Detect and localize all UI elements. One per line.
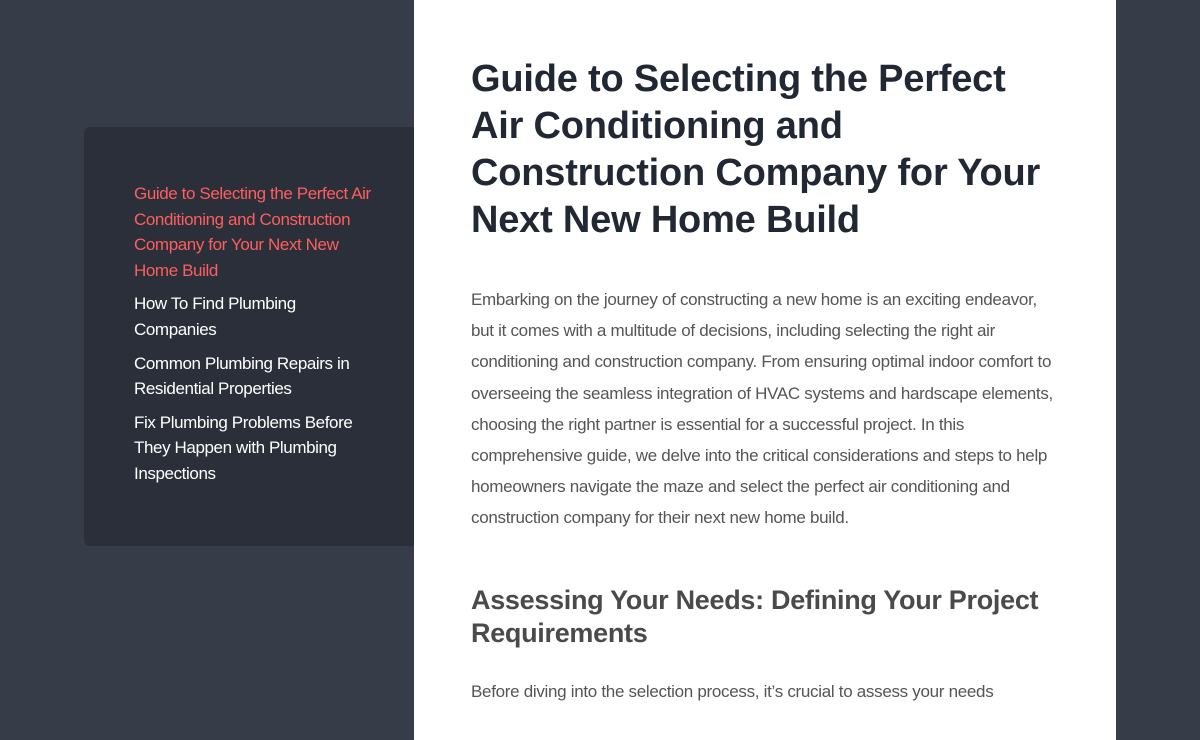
- sidebar-link-plumbing-inspections[interactable]: Fix Plumbing Problems Before They Happen with Plumbing Inspections: [134, 412, 353, 483]
- sidebar-link-common-plumbing-repairs[interactable]: Common Plumbing Repairs in Residential Properties: [134, 353, 350, 399]
- section-heading: Assessing Your Needs: Defining Your Project Requirements: [471, 584, 1039, 648]
- sidebar-item: [134, 291, 374, 342]
- sidebar-panel: [84, 127, 414, 546]
- sidebar-nav: [134, 181, 374, 487]
- page-title: Guide to Selecting the Perfect Air Conditioning and Construction Company for Your Next New Home Build: [471, 58, 1041, 241]
- sidebar-link-find-plumbing-companies[interactable]: How To Find Plumbing Companies: [134, 294, 296, 339]
- sidebar-item: [134, 181, 374, 283]
- intro-paragraph: Embarking on the journey of constructing a new home is an exciting endeavor, but it comes with a multitude of decisions, including selecting the right air conditioning and construction company. From ensuring optimal indoor comfort to overseeing the seamless integration of HVAC systems and hardscape elements, choosing the right partner is essential for a successful project. In this comprehensive guide, we delve into the critical considerations and steps to help homeowners navigate the maze and select the perfect air conditioning and construction company for their next new home build.: [471, 290, 1053, 528]
- section-paragraph: Before diving into the selection process, it’s crucial to assess your needs: [471, 681, 994, 701]
- sidebar-link-ac-construction-guide[interactable]: Guide to Selecting the Perfect Air Conditioning and Construction Company for Your Next New Home Build: [134, 184, 371, 280]
- sidebar-item: [134, 351, 374, 402]
- article-content: [414, 0, 1116, 740]
- sidebar-item: [134, 410, 374, 487]
